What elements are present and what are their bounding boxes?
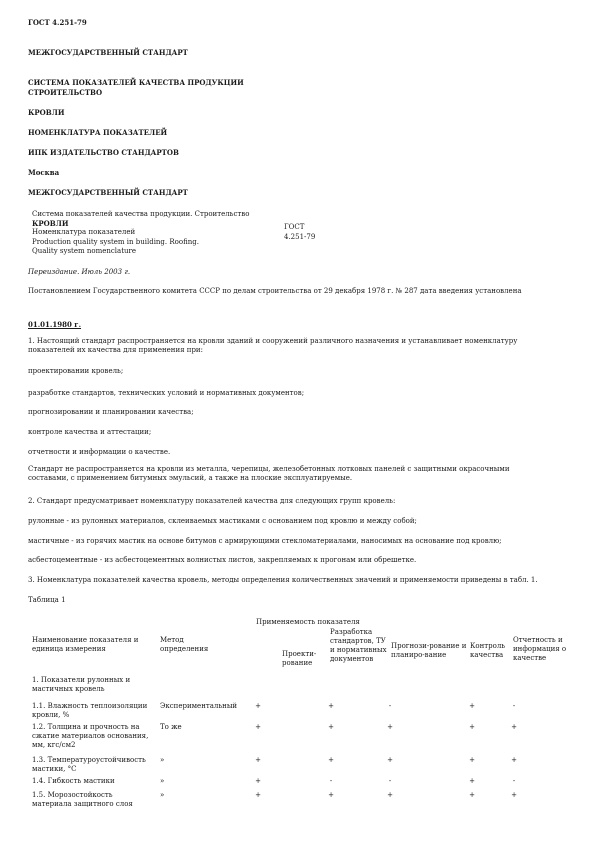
title-block-line4: Production quality system in building. Roofing. [32,238,199,246]
table-row-mark: + [469,777,475,785]
doc-code: ГОСТ 4.251-79 [28,18,87,27]
roof-group-item: асбестоцементные - из асбестоцементных волнистых листов, закрепляемых к прогонам или обрешетке. [28,556,417,564]
table-row-mark: + [328,791,334,799]
table-row-mark: + [255,702,261,710]
table-row-mark: + [387,756,393,764]
table-row-mark: - [329,777,333,785]
table-header-design: Проекти-рование [282,650,317,667]
standard-type: МЕЖГОСУДАРСТВЕННЫЙ СТАНДАРТ [28,48,188,57]
title-block-line1: Система показателей качества продукции. Строительство [32,210,250,218]
use-item: контроле качества и аттестации; [28,428,152,436]
table-header-forecast: Прогнози-рование и планиро-вание [391,642,467,659]
use-item: отчетности и информации о качестве. [28,448,171,456]
table-row-method: Экспериментальный [160,702,238,710]
reissue-note: Переиздание. Июль 2003 г. [28,268,131,276]
table-row-mark: + [469,723,475,731]
table-header-method: Метод определения [160,636,209,653]
table-row-method: » [160,777,165,785]
title-block-code-label: ГОСТ [284,223,305,231]
table-row-mark: + [511,791,517,799]
table-caption: Таблица 1 [28,596,66,604]
table-header-report: Отчетность и информация о качестве [513,636,567,662]
clause-3: 3. Номенклатура показателей качества кровель, методы определения количественных значений и применяемости приведены в табл. 1. [28,576,538,584]
decree-paragraph: Постановлением Государственного комитета СССР по делам строительства от 29 декабря 1978 г. № 287 дата введения установлена [28,287,522,295]
table-row-mark: + [387,791,393,799]
publisher: ИПК ИЗДАТЕЛЬСТВО СТАНДАРТОВ [28,148,179,157]
table-section-heading: 1. Показатели рулонных и мастичных кровель [32,676,131,693]
title-block-line5: Quality system nomenclature [32,247,137,255]
city: Москва [28,168,60,177]
intro-date: 01.01.1980 г. [28,320,82,329]
table-row-method: » [160,756,165,764]
table-row-mark: + [511,723,517,731]
table-row-mark: + [328,723,334,731]
roof-group-item: рулонные - из рулонных материалов, склеиваемых мастиками с основанием под кровлю и между собой; [28,517,417,525]
table-header-name: Наименование показателя и единица измерения [32,636,139,653]
table-row-name: 1.5. Морозостойкость материала защитного слоя [32,791,133,808]
use-item: разработке стандартов, технических условий и нормативных документов; [28,389,305,397]
clause-2: 2. Стандарт предусматривает номенклатуру показателей качества для следующих групп кровель: [28,497,396,505]
table-row-name: 1.1. Влажность теплоизоляции кровли, % [32,702,148,719]
table-group-header: Применяемость показателя [256,618,360,626]
table-row-method: » [160,791,165,799]
table-row-method: То же [160,723,182,731]
table-row-mark: - [388,702,392,710]
roof-group-item: мастичные - из горячих мастик на основе битумов с армирующими стекломатериалами, наносимых на основание под кровлю; [28,537,502,545]
subject-title: КРОВЛИ [28,108,65,117]
table-header-standards: Разработка стандартов, ТУ и нормативных документов [330,628,387,663]
table-row-name: 1.4. Гибкость мастики [32,777,115,785]
title-block-line2: КРОВЛИ [32,219,69,228]
table-row-mark: + [469,756,475,764]
table-row-mark: + [469,702,475,710]
table-row-mark: - [512,702,516,710]
title-block-code-number: 4.251-79 [284,233,316,241]
table-row-mark: + [255,777,261,785]
system-title-line1: СИСТЕМА ПОКАЗАТЕЛЕЙ КАЧЕСТВА ПРОДУКЦИИ [28,78,244,87]
table-row-mark: + [387,723,393,731]
nomenclature-title: НОМЕНКЛАТУРА ПОКАЗАТЕЛЕЙ [28,128,168,137]
use-item: прогнозировании и планировании качества; [28,408,194,416]
use-item: проектировании кровель; [28,367,124,375]
system-title-line2: СТРОИТЕЛЬСТВО [28,88,103,97]
table-row-mark: + [255,791,261,799]
table-row-mark: + [328,756,334,764]
table-row-mark: + [328,702,334,710]
table-row-mark: + [255,723,261,731]
exclusion-paragraph: Стандарт не распространяется на кровли из металла, черепицы, железобетонных лотковых панелей с защитными окрасочными составами, с применением битумных эмульсий, а также на плоские эксплуатируемые. [28,465,510,482]
table-row-mark: + [255,756,261,764]
table-row-mark: - [512,777,516,785]
table-header-control: Контроль качества [470,642,506,659]
table-row-name: 1.2. Толщина и прочность на сжатие материалов основания, мм, кгс/см2 [32,723,149,749]
title-block-line3: Номенклатура показателей [32,228,136,236]
table-row-name: 1.3. Температуроустойчивость мастики, °С [32,756,146,773]
clause-1: 1. Настоящий стандарт распространяется на кровли зданий и сооружений различного назначения и устанавливает номенклатуру показателей их качества для применения при: [28,337,518,354]
table-row-mark: + [469,791,475,799]
table-row-mark: - [388,777,392,785]
standard-type-2: МЕЖГОСУДАРСТВЕННЫЙ СТАНДАРТ [28,188,188,197]
table-row-mark: + [511,756,517,764]
